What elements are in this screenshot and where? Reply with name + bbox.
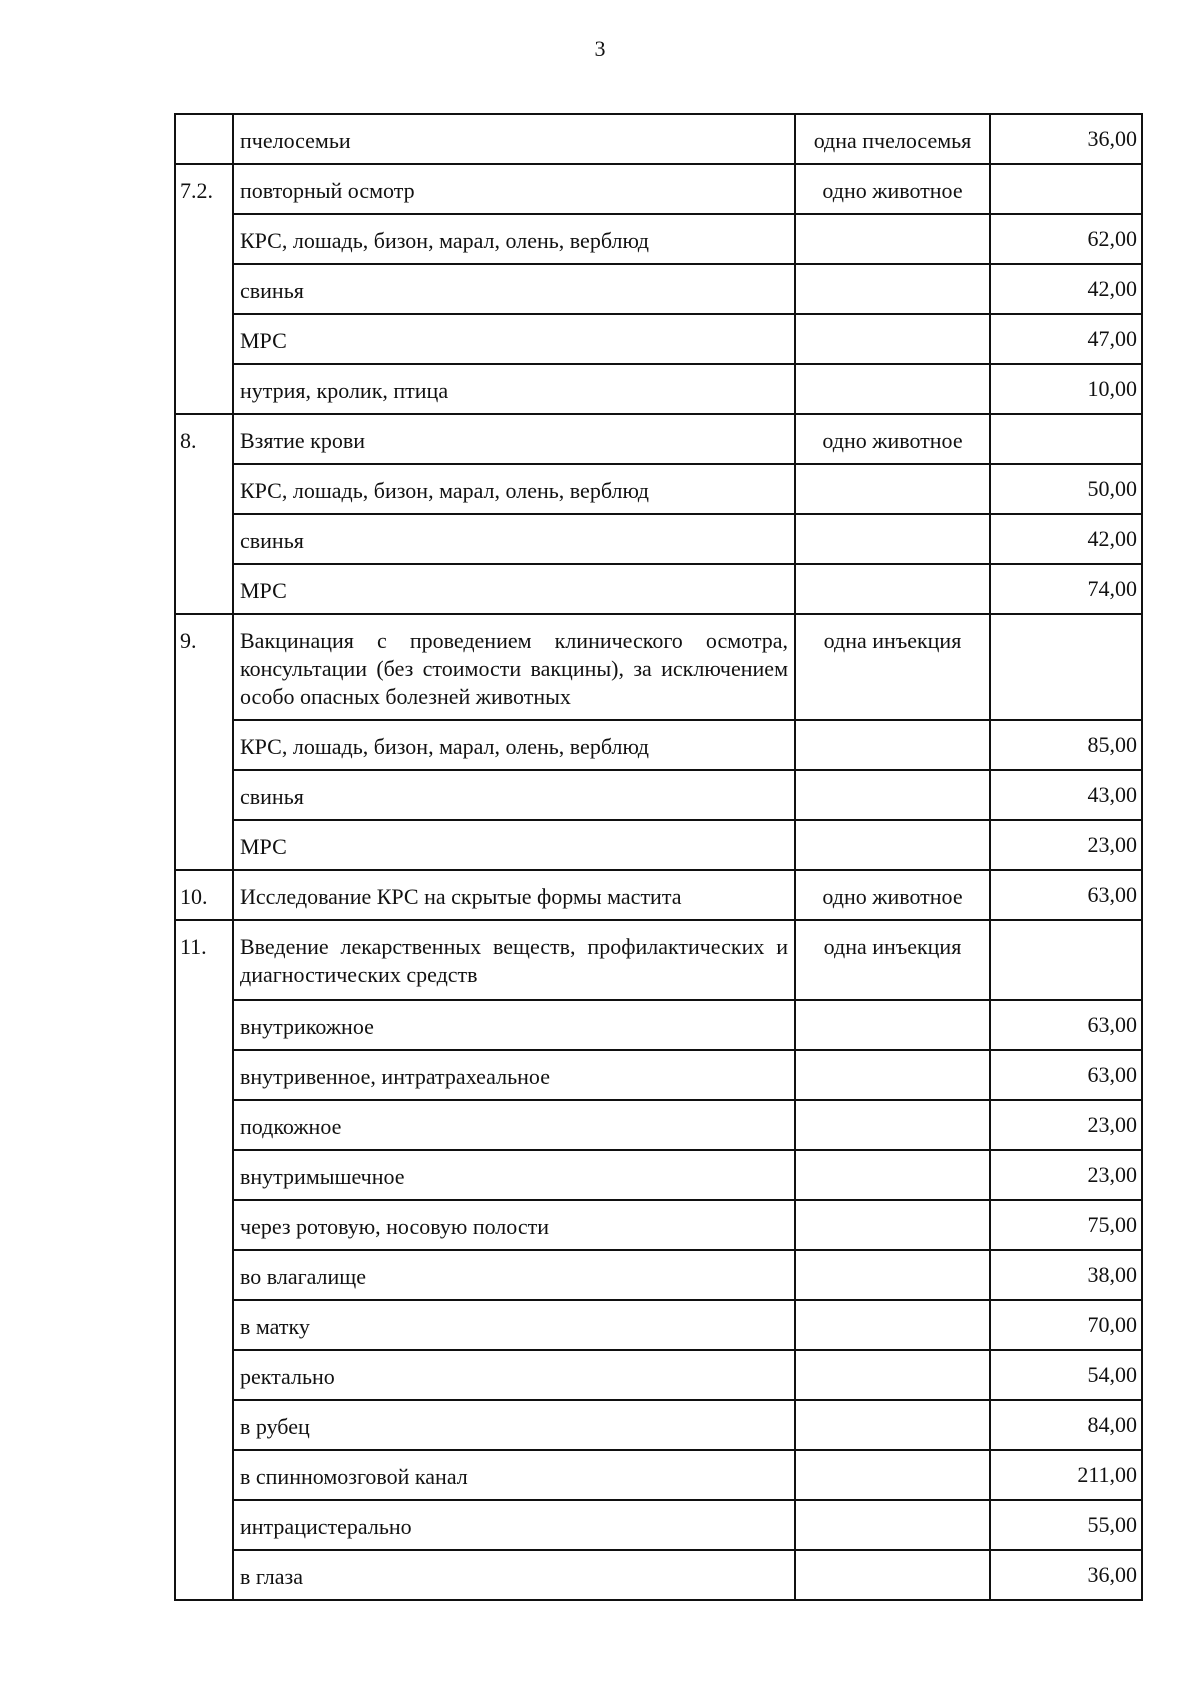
price: 23,00 [990, 1150, 1142, 1200]
service-name: Вакцинация с проведением клинического осмотра, консультации (без стоимости вакцины), за исключением особо опасных болезней животных [233, 614, 795, 720]
unit-of-measure [795, 314, 990, 364]
price: 42,00 [990, 514, 1142, 564]
row-number: 11. [175, 920, 233, 1600]
price: 62,00 [990, 214, 1142, 264]
price: 47,00 [990, 314, 1142, 364]
table-row [175, 1350, 1142, 1400]
price: 43,00 [990, 770, 1142, 820]
table-row [175, 464, 1142, 514]
unit-of-measure [795, 464, 990, 514]
price: 74,00 [990, 564, 1142, 614]
table-row [175, 1400, 1142, 1450]
unit-of-measure: одна инъекция [795, 920, 990, 1000]
unit-of-measure [795, 720, 990, 770]
price: 63,00 [990, 1050, 1142, 1100]
row-number: 10. [175, 870, 233, 920]
service-name: пчелосемьи [233, 114, 795, 164]
table-row [175, 820, 1142, 870]
table-row [175, 1500, 1142, 1550]
table-row [175, 264, 1142, 314]
service-name: Введение лекарственных веществ, профилактических и диагностических средств [233, 920, 795, 1000]
unit-of-measure: одно животное [795, 164, 990, 214]
table-row [175, 414, 1142, 464]
table-row [175, 164, 1142, 214]
price: 38,00 [990, 1250, 1142, 1300]
table-row [175, 614, 1142, 720]
unit-of-measure [795, 1150, 990, 1200]
service-name: в спинномозговой канал [233, 1450, 795, 1500]
row-number: 8. [175, 414, 233, 614]
service-name: Взятие крови [233, 414, 795, 464]
service-name: внутривенное, интратрахеальное [233, 1050, 795, 1100]
price: 55,00 [990, 1500, 1142, 1550]
service-name: в матку [233, 1300, 795, 1350]
unit-of-measure: одно животное [795, 870, 990, 920]
table-row [175, 770, 1142, 820]
unit-of-measure [795, 564, 990, 614]
service-name: КРС, лошадь, бизон, марал, олень, верблюд [233, 214, 795, 264]
table-row [175, 1100, 1142, 1150]
unit-of-measure [795, 1350, 990, 1400]
table-row [175, 364, 1142, 414]
table-row [175, 1250, 1142, 1300]
unit-of-measure [795, 1100, 990, 1150]
price: 10,00 [990, 364, 1142, 414]
unit-of-measure [795, 214, 990, 264]
price: 50,00 [990, 464, 1142, 514]
table-row [175, 1300, 1142, 1350]
unit-of-measure [795, 820, 990, 870]
table-row [175, 1050, 1142, 1100]
unit-of-measure [795, 1450, 990, 1500]
price: 23,00 [990, 1100, 1142, 1150]
service-name: внутрикожное [233, 1000, 795, 1050]
unit-of-measure [795, 1050, 990, 1100]
unit-of-measure [795, 1250, 990, 1300]
price: 36,00 [990, 114, 1142, 164]
price-table [174, 113, 1143, 1601]
unit-of-measure: одна пчелосемья [795, 114, 990, 164]
service-name: в глаза [233, 1550, 795, 1600]
unit-of-measure: одна инъекция [795, 614, 990, 720]
service-name: КРС, лошадь, бизон, марал, олень, верблюд [233, 464, 795, 514]
price: 54,00 [990, 1350, 1142, 1400]
service-name: МРС [233, 820, 795, 870]
service-name: КРС, лошадь, бизон, марал, олень, верблюд [233, 720, 795, 770]
unit-of-measure [795, 1550, 990, 1600]
service-name: свинья [233, 770, 795, 820]
price: 85,00 [990, 720, 1142, 770]
service-name: МРС [233, 564, 795, 614]
price: 63,00 [990, 1000, 1142, 1050]
service-name: интрацистерально [233, 1500, 795, 1550]
unit-of-measure [795, 264, 990, 314]
price [990, 920, 1142, 1000]
price: 84,00 [990, 1400, 1142, 1450]
table-row [175, 1450, 1142, 1500]
service-name: нутрия, кролик, птица [233, 364, 795, 414]
price: 63,00 [990, 870, 1142, 920]
unit-of-measure [795, 1000, 990, 1050]
table-row [175, 514, 1142, 564]
unit-of-measure [795, 1500, 990, 1550]
service-name: подкожное [233, 1100, 795, 1150]
table-row [175, 214, 1142, 264]
unit-of-measure [795, 770, 990, 820]
unit-of-measure [795, 1200, 990, 1250]
service-name: внутримышечное [233, 1150, 795, 1200]
table-row [175, 920, 1142, 1000]
service-name: свинья [233, 514, 795, 564]
table-row [175, 114, 1142, 164]
unit-of-measure [795, 1300, 990, 1350]
table-row [175, 720, 1142, 770]
unit-of-measure [795, 1400, 990, 1450]
row-number: 9. [175, 614, 233, 870]
price: 42,00 [990, 264, 1142, 314]
service-name: в рубец [233, 1400, 795, 1450]
table-row [175, 564, 1142, 614]
service-name: свинья [233, 264, 795, 314]
price: 36,00 [990, 1550, 1142, 1600]
price: 70,00 [990, 1300, 1142, 1350]
table-row [175, 1150, 1142, 1200]
row-number: 7.2. [175, 164, 233, 414]
service-name: повторный осмотр [233, 164, 795, 214]
unit-of-measure: одно животное [795, 414, 990, 464]
service-name: Исследование КРС на скрытые формы мастита [233, 870, 795, 920]
unit-of-measure [795, 364, 990, 414]
price: 75,00 [990, 1200, 1142, 1250]
service-name: МРС [233, 314, 795, 364]
price: 211,00 [990, 1450, 1142, 1500]
price [990, 614, 1142, 720]
table-row [175, 1200, 1142, 1250]
service-name: во влагалище [233, 1250, 795, 1300]
price: 23,00 [990, 820, 1142, 870]
page-number: 3 [594, 36, 606, 61]
table-row [175, 870, 1142, 920]
price [990, 414, 1142, 464]
service-name: через ротовую, носовую полости [233, 1200, 795, 1250]
unit-of-measure [795, 514, 990, 564]
table-row [175, 1550, 1142, 1600]
service-name: ректально [233, 1350, 795, 1400]
price [990, 164, 1142, 214]
table-row [175, 314, 1142, 364]
row-number [175, 114, 233, 164]
table-row [175, 1000, 1142, 1050]
